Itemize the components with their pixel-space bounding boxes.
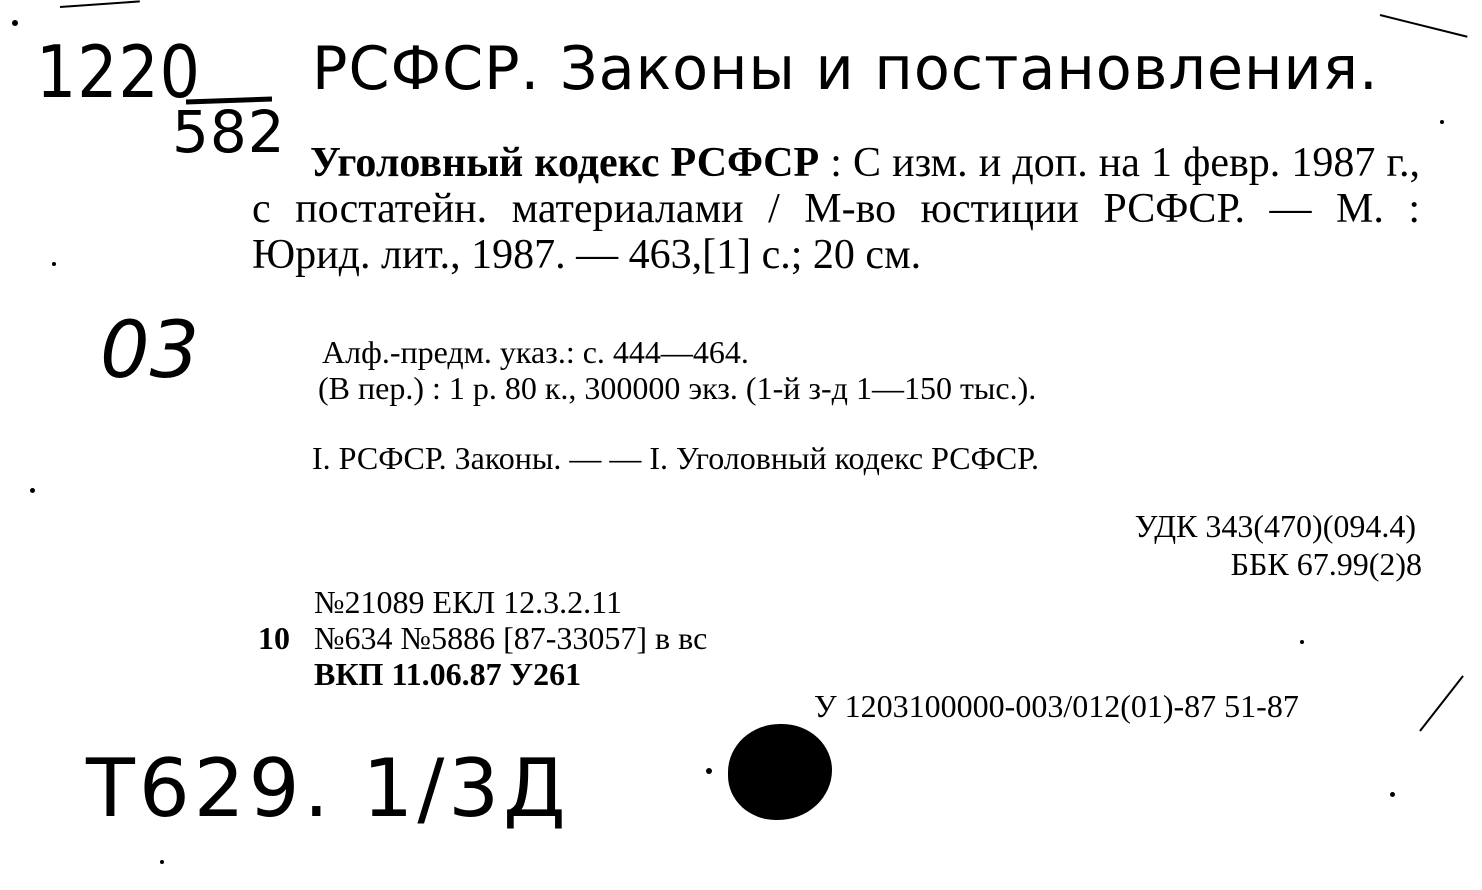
bbk-code: ББК 67.99(2)8 — [1230, 546, 1422, 582]
scan-speck — [12, 20, 18, 26]
registration-line-2: №634 №5886 [87-33057] в вс — [314, 620, 708, 656]
scan-scratch — [60, 0, 140, 8]
tracings: I. РСФСР. Законы. — — I. Уголовный кодекс РСФСР. — [312, 440, 1040, 476]
inventory-number: Т629. 1/3Д — [86, 742, 570, 835]
handwritten-heading: РСФСР. Законы и постановления. — [312, 34, 1379, 104]
scan-speck — [1440, 120, 1444, 124]
scan-speck — [30, 488, 35, 493]
scan-scratch — [1380, 14, 1468, 38]
entry-title: Уголовный кодекс РСФСР — [310, 140, 820, 186]
udk-code: УДК 343(470)(094.4) — [1134, 508, 1416, 544]
margin-mark: 03 — [100, 306, 200, 396]
scan-scratch — [1419, 675, 1464, 731]
statistical-code: У 1203100000-003/012(01)-87 51-87 — [814, 688, 1299, 724]
scan-speck — [1300, 640, 1304, 644]
ink-blot — [728, 724, 832, 820]
shelf-code-top: 1220 — [36, 30, 201, 114]
entry-description: : С изм. и доп. на 1 февр. 1987 г., с постатейн. материалами / М-во юстиции РСФСР. — М. : Юрид. лит., 1987. — 463,[1] с.; 20 см. — [252, 140, 1420, 278]
scan-speck — [706, 768, 712, 774]
shelf-code-bottom: 582 — [172, 98, 286, 166]
registration-copies: 10 — [258, 620, 290, 656]
price-note: (В пер.) : 1 р. 80 к., 300000 экз. (1-й з-д 1—150 тыс.). — [318, 370, 1037, 406]
index-note: Алф.-предм. указ.: с. 444—464. — [322, 334, 749, 370]
scan-speck — [160, 860, 164, 864]
scan-speck — [52, 262, 56, 266]
scan-speck — [1390, 792, 1395, 797]
registration-line-3: ВКП 11.06.87 У261 — [314, 656, 582, 692]
registration-line-1: №21089 ЕКЛ 12.3.2.11 — [314, 584, 622, 620]
bibliographic-description — [252, 140, 1420, 278]
